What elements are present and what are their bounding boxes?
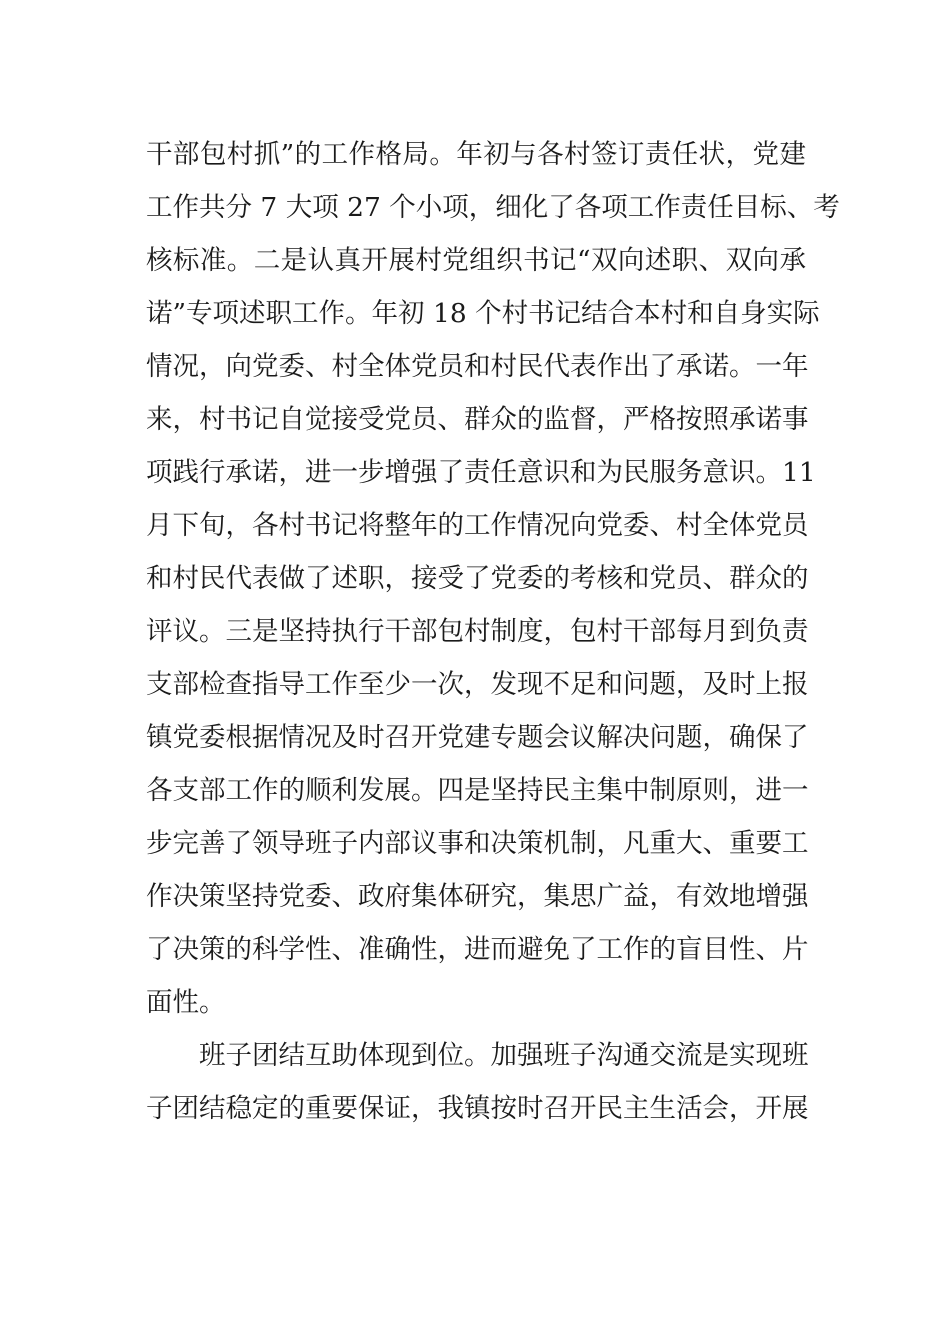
- text-line: 子团结稳定的重要保证，我镇按时召开民主生活会，开展: [146, 1093, 809, 1124]
- text-line: 核标准。二是认真开展村党组织书记“双向述职、双向承: [146, 245, 806, 276]
- text-line: 面性。: [146, 987, 226, 1018]
- text-line: 诺”专项述职工作。年初 18 个村书记结合本村和自身实际: [146, 298, 820, 329]
- text-line: 镇党委根据情况及时召开党建专题会议解决问题，确保了: [146, 722, 809, 753]
- text-line: 和村民代表做了述职，接受了党委的考核和党员、群众的: [146, 563, 809, 594]
- body-text: [146, 128, 840, 1135]
- text-line: 评议。三是坚持执行干部包村制度，包村干部每月到负责: [146, 616, 809, 647]
- paragraph-1: [146, 128, 840, 1029]
- text-line: 步完善了领导班子内部议事和决策机制，凡重大、重要工: [146, 828, 809, 859]
- text-line: 了决策的科学性、准确性，进而避免了工作的盲目性、片: [146, 934, 809, 965]
- text-line: 来，村书记自觉接受党员、群众的监督，严格按照承诺事: [146, 404, 809, 435]
- text-line: 情况，向党委、村全体党员和村民代表作出了承诺。一年: [146, 351, 809, 382]
- text-line: 项践行承诺，进一步增强了责任意识和为民服务意识。11: [146, 457, 816, 488]
- text-line: 干部包村抓”的工作格局。年初与各村签订责任状，党建: [146, 139, 806, 170]
- text-line: 支部检查指导工作至少一次，发现不足和问题，及时上报: [146, 669, 809, 700]
- text-line: 月下旬，各村书记将整年的工作情况向党委、村全体党员: [146, 510, 809, 541]
- text-line: 作决策坚持党委、政府集体研究，集思广益，有效地增强: [146, 881, 809, 912]
- text-line: 班子团结互助体现到位。加强班子沟通交流是实现班: [199, 1040, 809, 1071]
- text-line: 各支部工作的顺利发展。四是坚持民主集中制原则，进一: [146, 775, 809, 806]
- paragraph-2: [146, 1029, 809, 1135]
- text-line: 工作共分 7 大项 27 个小项，细化了各项工作责任目标、考: [146, 192, 840, 223]
